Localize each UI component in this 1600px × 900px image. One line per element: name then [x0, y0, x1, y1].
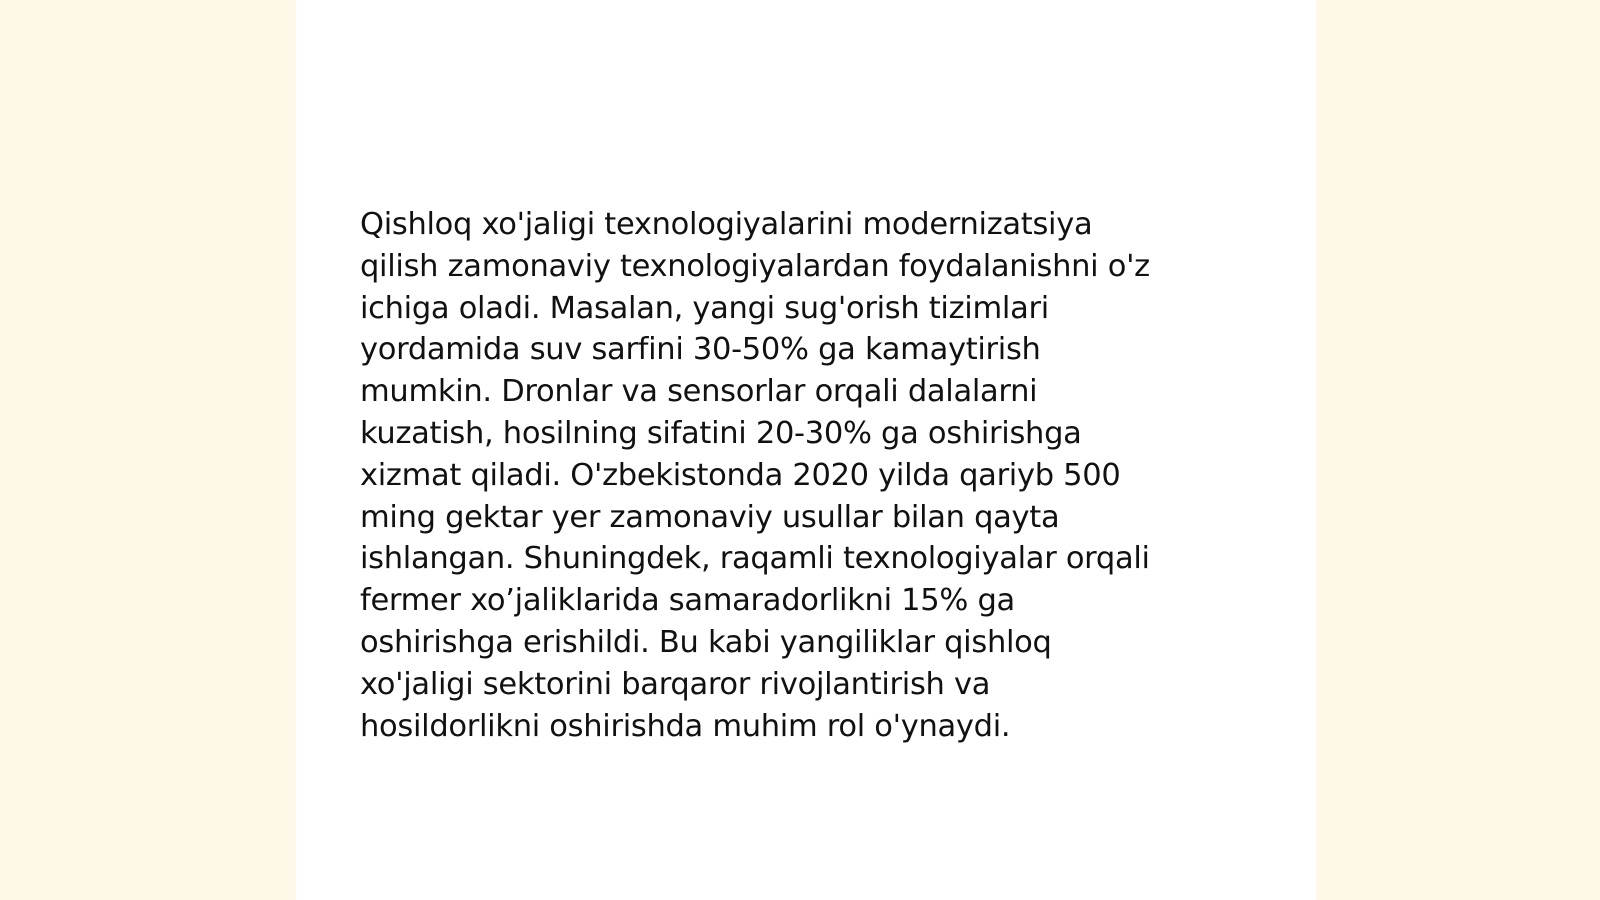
paragraph-line: xizmat qiladi. O'zbekistonda 2020 yilda qariyb 500 [360, 457, 1121, 493]
paragraph-line: ming gektar yer zamonaviy usullar bilan qayta [360, 499, 1060, 535]
paragraph-line: hosildorlikni oshirishda muhim rol o'ynaydi. [360, 708, 1011, 744]
paragraph-line: yordamida suv sarfini 30-50% ga kamaytirish [360, 332, 1041, 368]
paragraph-line: oshirishga erishildi. Bu kabi yangiliklar qishloq [360, 624, 1052, 660]
paragraph-line: mumkin. Dronlar va sensorlar orqali dalalarni [360, 374, 1038, 410]
paragraph-line: qilish zamonaviy texnologiyalardan foydalanishni o'z [360, 248, 1150, 284]
paragraph-line: ichiga oladi. Masalan, yangi sug'orish tizimlari [360, 290, 1049, 326]
paragraph-line: ishlangan. Shuningdek, raqamli texnologiyalar orqali [360, 541, 1150, 577]
paragraph-line: Qishloq xo'jaligi texnologiyalarini modernizatsiya [360, 207, 1093, 242]
paragraph-line: kuzatish, hosilning sifatini 20-30% ga oshirishga [360, 415, 1082, 451]
paragraph-line: fermer xo’jaliklarida samaradorlikni 15% ga [360, 583, 1015, 619]
slide-body-paragraph [360, 204, 1240, 747]
paragraph-line: xo'jaligi sektorini barqaror rivojlantirish va [360, 666, 991, 702]
slide-panel [296, 0, 1316, 900]
